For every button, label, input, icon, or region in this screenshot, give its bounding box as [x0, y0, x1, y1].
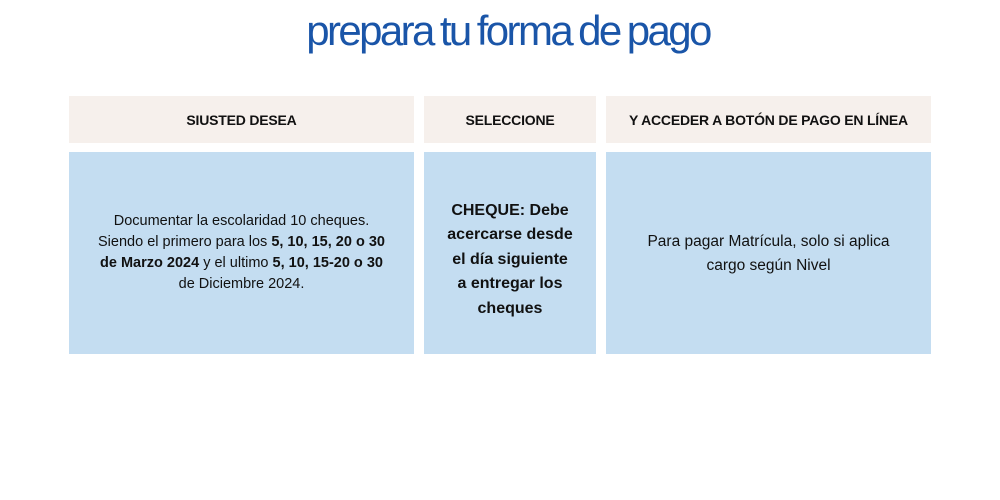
page-title: prepara tu forma de pago — [306, 7, 710, 54]
column-header-acceder: Y ACCEDER A BOTÓN DE PAGO EN LÍNEA — [606, 96, 931, 143]
cell-acceder-text — [627, 230, 909, 278]
cell-desea-line-3-text: y el ultimo — [199, 255, 273, 271]
cell-seleccione-line-5: cheques — [477, 299, 543, 317]
cell-desea-line-3 — [98, 253, 385, 274]
cell-desea-month-end: de Diciembre 2024. — [178, 276, 305, 292]
column-header-seleccione: SELECCIONE — [424, 96, 596, 143]
cell-desea-line-2 — [98, 232, 385, 253]
cell-desea — [69, 152, 414, 354]
cell-desea-dates-end: 5, 10, 15-20 o 30 — [272, 255, 383, 271]
cell-seleccione-line-2: acercarse desde — [447, 226, 573, 244]
cell-desea-dates-start: 5, 10, 15, 20 o 30 — [271, 234, 385, 250]
cell-acceder-line-2: cargo según Nivel — [706, 257, 831, 274]
cell-seleccione-line-4: a entregar los — [457, 275, 563, 293]
cell-seleccione-line-3: el día siguiente — [452, 250, 568, 268]
cell-acceder-line-1: Para pagar Matrícula, solo si aplica — [647, 233, 890, 250]
cell-acceder — [606, 152, 931, 354]
cell-desea-line-2-text: Siendo el primero para los — [98, 234, 272, 250]
cell-desea-text — [84, 211, 399, 295]
cell-desea-line-1: Documentar la escolaridad 10 cheques. — [113, 213, 370, 229]
cell-desea-month-start: de Marzo 2024 — [100, 255, 200, 271]
column-header-desea: SIUSTED DESEA — [69, 96, 414, 143]
cell-seleccione-text — [441, 199, 578, 322]
cell-seleccione-line-1: CHEQUE: Debe — [451, 201, 569, 219]
cell-seleccione — [424, 152, 596, 354]
